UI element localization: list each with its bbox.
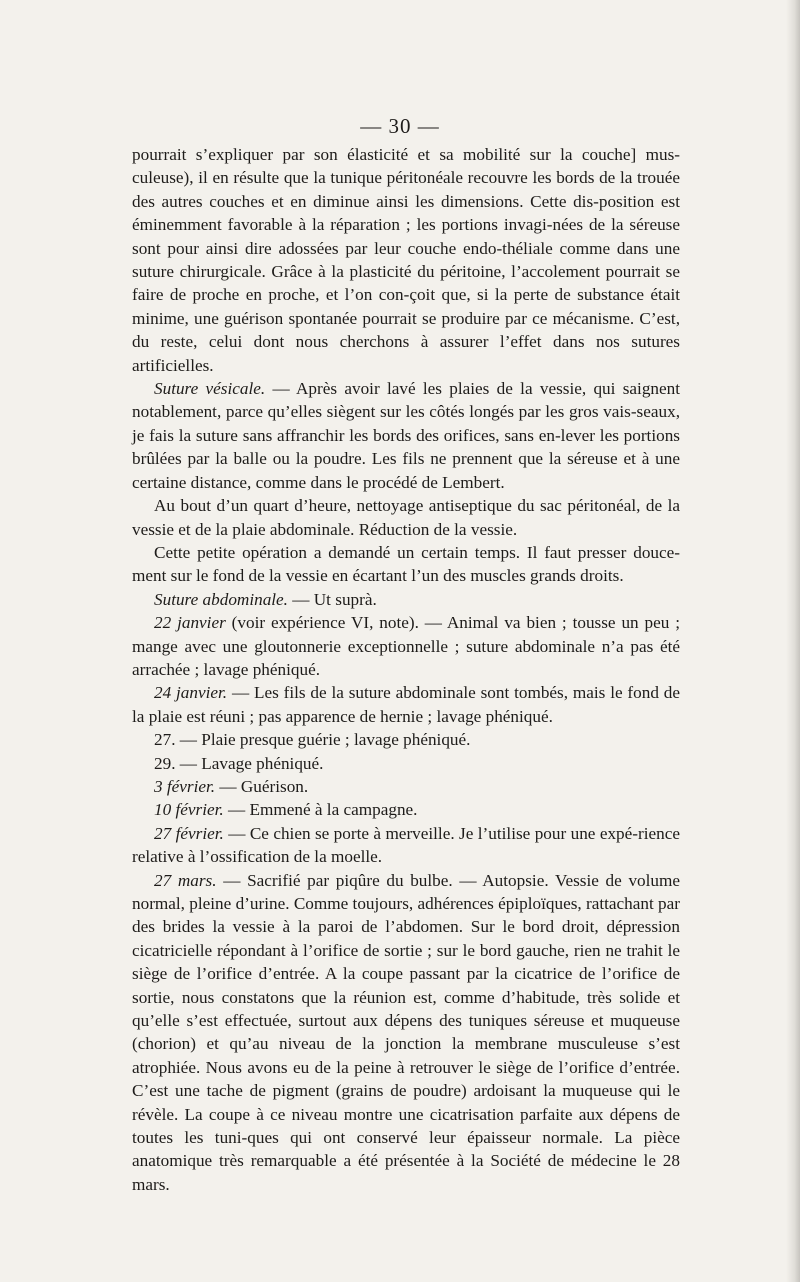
text-body [132, 143, 680, 1196]
paragraph-7-lead: 24 janvier. [154, 683, 228, 703]
paragraph-8-text: 27. — Plaie presque guérie ; lavage phéniqué. [154, 730, 471, 750]
paragraph-11 [132, 798, 680, 821]
paragraph-11-lead: 10 février. [154, 800, 224, 820]
paragraph-2-text: — Après avoir lavé les plaies de la vessie, qui saignent notablement, parce qu’elles siègent sur les côtés longés par les gros vais-seaux, je fais la suture sans affranchir les bords des orifices, sans en-lever les portions brûlées par la balle ou la poudre. Les fils ne prennent que la séreuse et à une certaine distance, comme dans le procédé de Lembert. [132, 379, 681, 492]
paragraph-5 [132, 588, 680, 611]
paragraph-12-lead: 27 février. [154, 823, 224, 843]
paragraph-9 [132, 752, 680, 775]
paragraph-7-text: — Les fils de la suture abdominale sont tombés, mais le fond de la plaie est réuni ; pas apparence de hernie ; lavage phéniqué. [132, 683, 681, 726]
paragraph-1-text: pourrait s’expliquer par son élasticité et sa mobilité sur la couche] mus-culeuse), il en résulte que la tunique péritonéale recouvre les bords de la trouée des autres couches et en diminue ainsi les dimensions. Cette dis-position est éminemment favorable à la réparation ; les portions invagi-nées de la séreuse sont pour ainsi dire adossées par leur couche endo-théliale comme dans une suture chirurgicale. Grâce à la plasticité du péritoine, l’accolement pourrait se faire de proche en proche, et l’on con-çoit que, si la perte de substance était minime, une guérison spontanée pourrait se produire par ce mécanisme. C’est, du reste, celui dont nous cherchons à assurer l’effet dans nos sutures artificielles. [132, 145, 680, 375]
paragraph-10-lead: 3 février. [154, 776, 216, 796]
paragraph-12 [132, 822, 680, 869]
paragraph-6-lead: 22 janvier [154, 613, 226, 633]
paragraph-5-lead: Suture abdominale. [154, 589, 288, 609]
paragraph-4-text: Cette petite opération a demandé un certain temps. Il faut presser douce-ment sur le fond de la vessie en écartant l’un des muscles grands droits. [132, 542, 680, 586]
paragraph-5-text: — Ut suprà. [287, 589, 377, 609]
paragraph-3-text: Au bout d’un quart d’heure, nettoyage antiseptique du sac péritonéal, de la vessie et de la plaie abdominale. Réduction de la vessie. [132, 496, 680, 539]
paragraph-10-text: — Guérison. [215, 776, 309, 796]
paragraph-9-text: 29. — Lavage phéniqué. [154, 753, 324, 773]
page-number: — 30 — [360, 114, 440, 138]
paragraph-13 [132, 869, 680, 1197]
paragraph-6 [132, 611, 680, 681]
paragraph-4 [132, 541, 680, 588]
paragraph-6-text: (voir expérience VI, note). — Animal va bien ; tousse un peu ; mange avec une gloutonnerie exceptionnelle ; suture abdominale n’a pas été arrachée ; lavage phéniqué. [132, 613, 680, 679]
paragraph-12-text: — Ce chien se porte à merveille. Je l’utilise pour une expé-rience relative à l’ossification de la moelle. [132, 823, 680, 867]
paragraph-2-lead: Suture vésicale. [154, 379, 266, 399]
paragraph-13-lead: 27 mars. [154, 870, 217, 890]
paragraph-2 [132, 377, 680, 494]
paragraph-3 [132, 494, 680, 541]
paragraph-11-text: — Emmené à la campagne. [223, 800, 418, 820]
paragraph-1 [132, 143, 680, 377]
paragraph-7 [132, 681, 680, 728]
paragraph-13-text: — Sacrifié par piqûre du bulbe. — Autopsie. Vessie de volume normal, pleine d’urine. Comme toujours, adhérences épiploïques, rattachant par des brides la vessie à la paroi de l’abdomen. Sur le bord droit, dépression cicatricielle répondant à l’orifice de sortie ; sur le bord gauche, rien ne trahit le siège de l’orifice d’entrée. A la coupe passant par la cicatrice de l’orifice de sortie, nous constatons que la réunion est, comme d’habitude, très solide et qu’elle s’est effectuée, surtout aux dépens des tuniques séreuse et muqueuse (chorion) et qu’au niveau de la jonction la membrane musculeuse s’est atrophiée. Nous avons eu de la peine à retrouver le siège de l’orifice d’entrée. C’est une tache de pigment (grains de poudre) ardoisant la muqueuse qui le révèle. La coupe à ce niveau montre une cicatrisation parfaite aux dépens de toutes les tuni-ques qui ont conservé leur épaisseur normale. La pièce anatomique très remarquable a été présentée à la Société de médecine le 28 mars. [132, 870, 680, 1194]
paragraph-10 [132, 775, 680, 798]
paragraph-8 [132, 728, 680, 751]
page-edge-shadow [786, 0, 800, 1282]
